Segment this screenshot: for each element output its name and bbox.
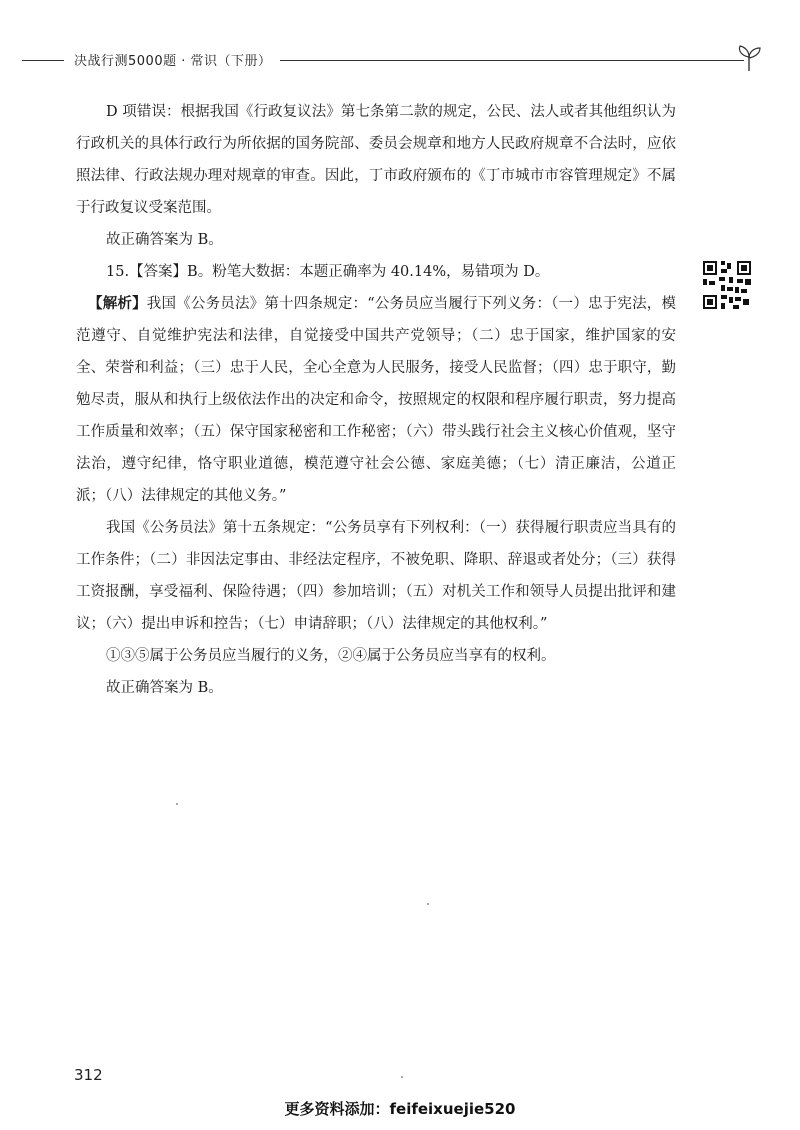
- footer-promo-text: 更多资料添加：feifeixuejie520: [284, 1100, 516, 1118]
- page-header: [0, 44, 800, 74]
- main-content: [76, 96, 676, 704]
- paragraph-answer-15: 15.【答案】B。粉笔大数据：本题正确率为 40.14%，易错项为 D。: [106, 264, 550, 280]
- qr-code-icon: [703, 261, 751, 309]
- paragraph-article-15: 我国《公务员法》第十五条规定：“公务员享有下列权利：（一）获得履行职责应当具有的工作条件；（二）非因法定事由、非经法定程序，不被免职、降职、辞退或者处分；（三）获得工资报酬，享受福利、保险待遇；（四）参加培训；（五）对机关工作和领导人员提出批评和建议；（六）提出申诉和控告；（七）申请辞职；（八）法律规定的其他权利。”: [76, 520, 676, 632]
- page-number: 312: [74, 1066, 103, 1084]
- scan-speck: [401, 1076, 403, 1078]
- sprout-icon: [734, 44, 764, 72]
- scan-speck: [176, 803, 178, 805]
- paragraph-conclusion: ①③⑤属于公务员应当履行的义务，②④属于公务员应当享有的权利。: [106, 648, 556, 664]
- paragraph-answer-14: 故正确答案为 B。: [106, 232, 223, 248]
- header-rule-left: [22, 60, 64, 61]
- scan-speck: [427, 903, 429, 905]
- paragraph-analysis: [76, 288, 676, 512]
- header-title: 决战行测5000题 · 常识（下册）: [74, 54, 272, 69]
- analysis-text: 我国《公务员法》第十四条规定：“公务员应当履行下列义务：（一）忠于宪法，模范遵守、自觉维护宪法和法律，自觉接受中国共产党领导；（二）忠于国家，维护国家的安全、荣誉和利益；（三）忠于人民，全心全意为人民服务，接受人民监督；（四）忠于职守，勤勉尽责，服从和执行上级依法作出的决定和命令，按照规定的权限和程序履行职责，努力提高工作质量和效率；（五）保守国家秘密和工作秘密；（六）带头践行社会主义核心价值观，坚守法治，遵守纪律，恪守职业道德，模范遵守社会公德、家庭美德；（七）清正廉洁，公道正派；（八）法律规定的其他义务。”: [76, 296, 677, 504]
- header-rule-right: [280, 60, 744, 61]
- paragraph-final-answer: 故正确答案为 B。: [106, 680, 223, 696]
- analysis-label: 【解析】: [88, 295, 147, 312]
- paragraph-d-option: D 项错误：根据我国《行政复议法》第七条第二款的规定，公民、法人或者其他组织认为行政机关的具体行政行为所依据的国务院部、委员会规章和地方人民政府规章不合法时，应依照法律、行政法规办理对规章的审查。因此，丁市政府颁布的《丁市城市市容管理规定》不属于行政复议受案范围。: [76, 104, 676, 216]
